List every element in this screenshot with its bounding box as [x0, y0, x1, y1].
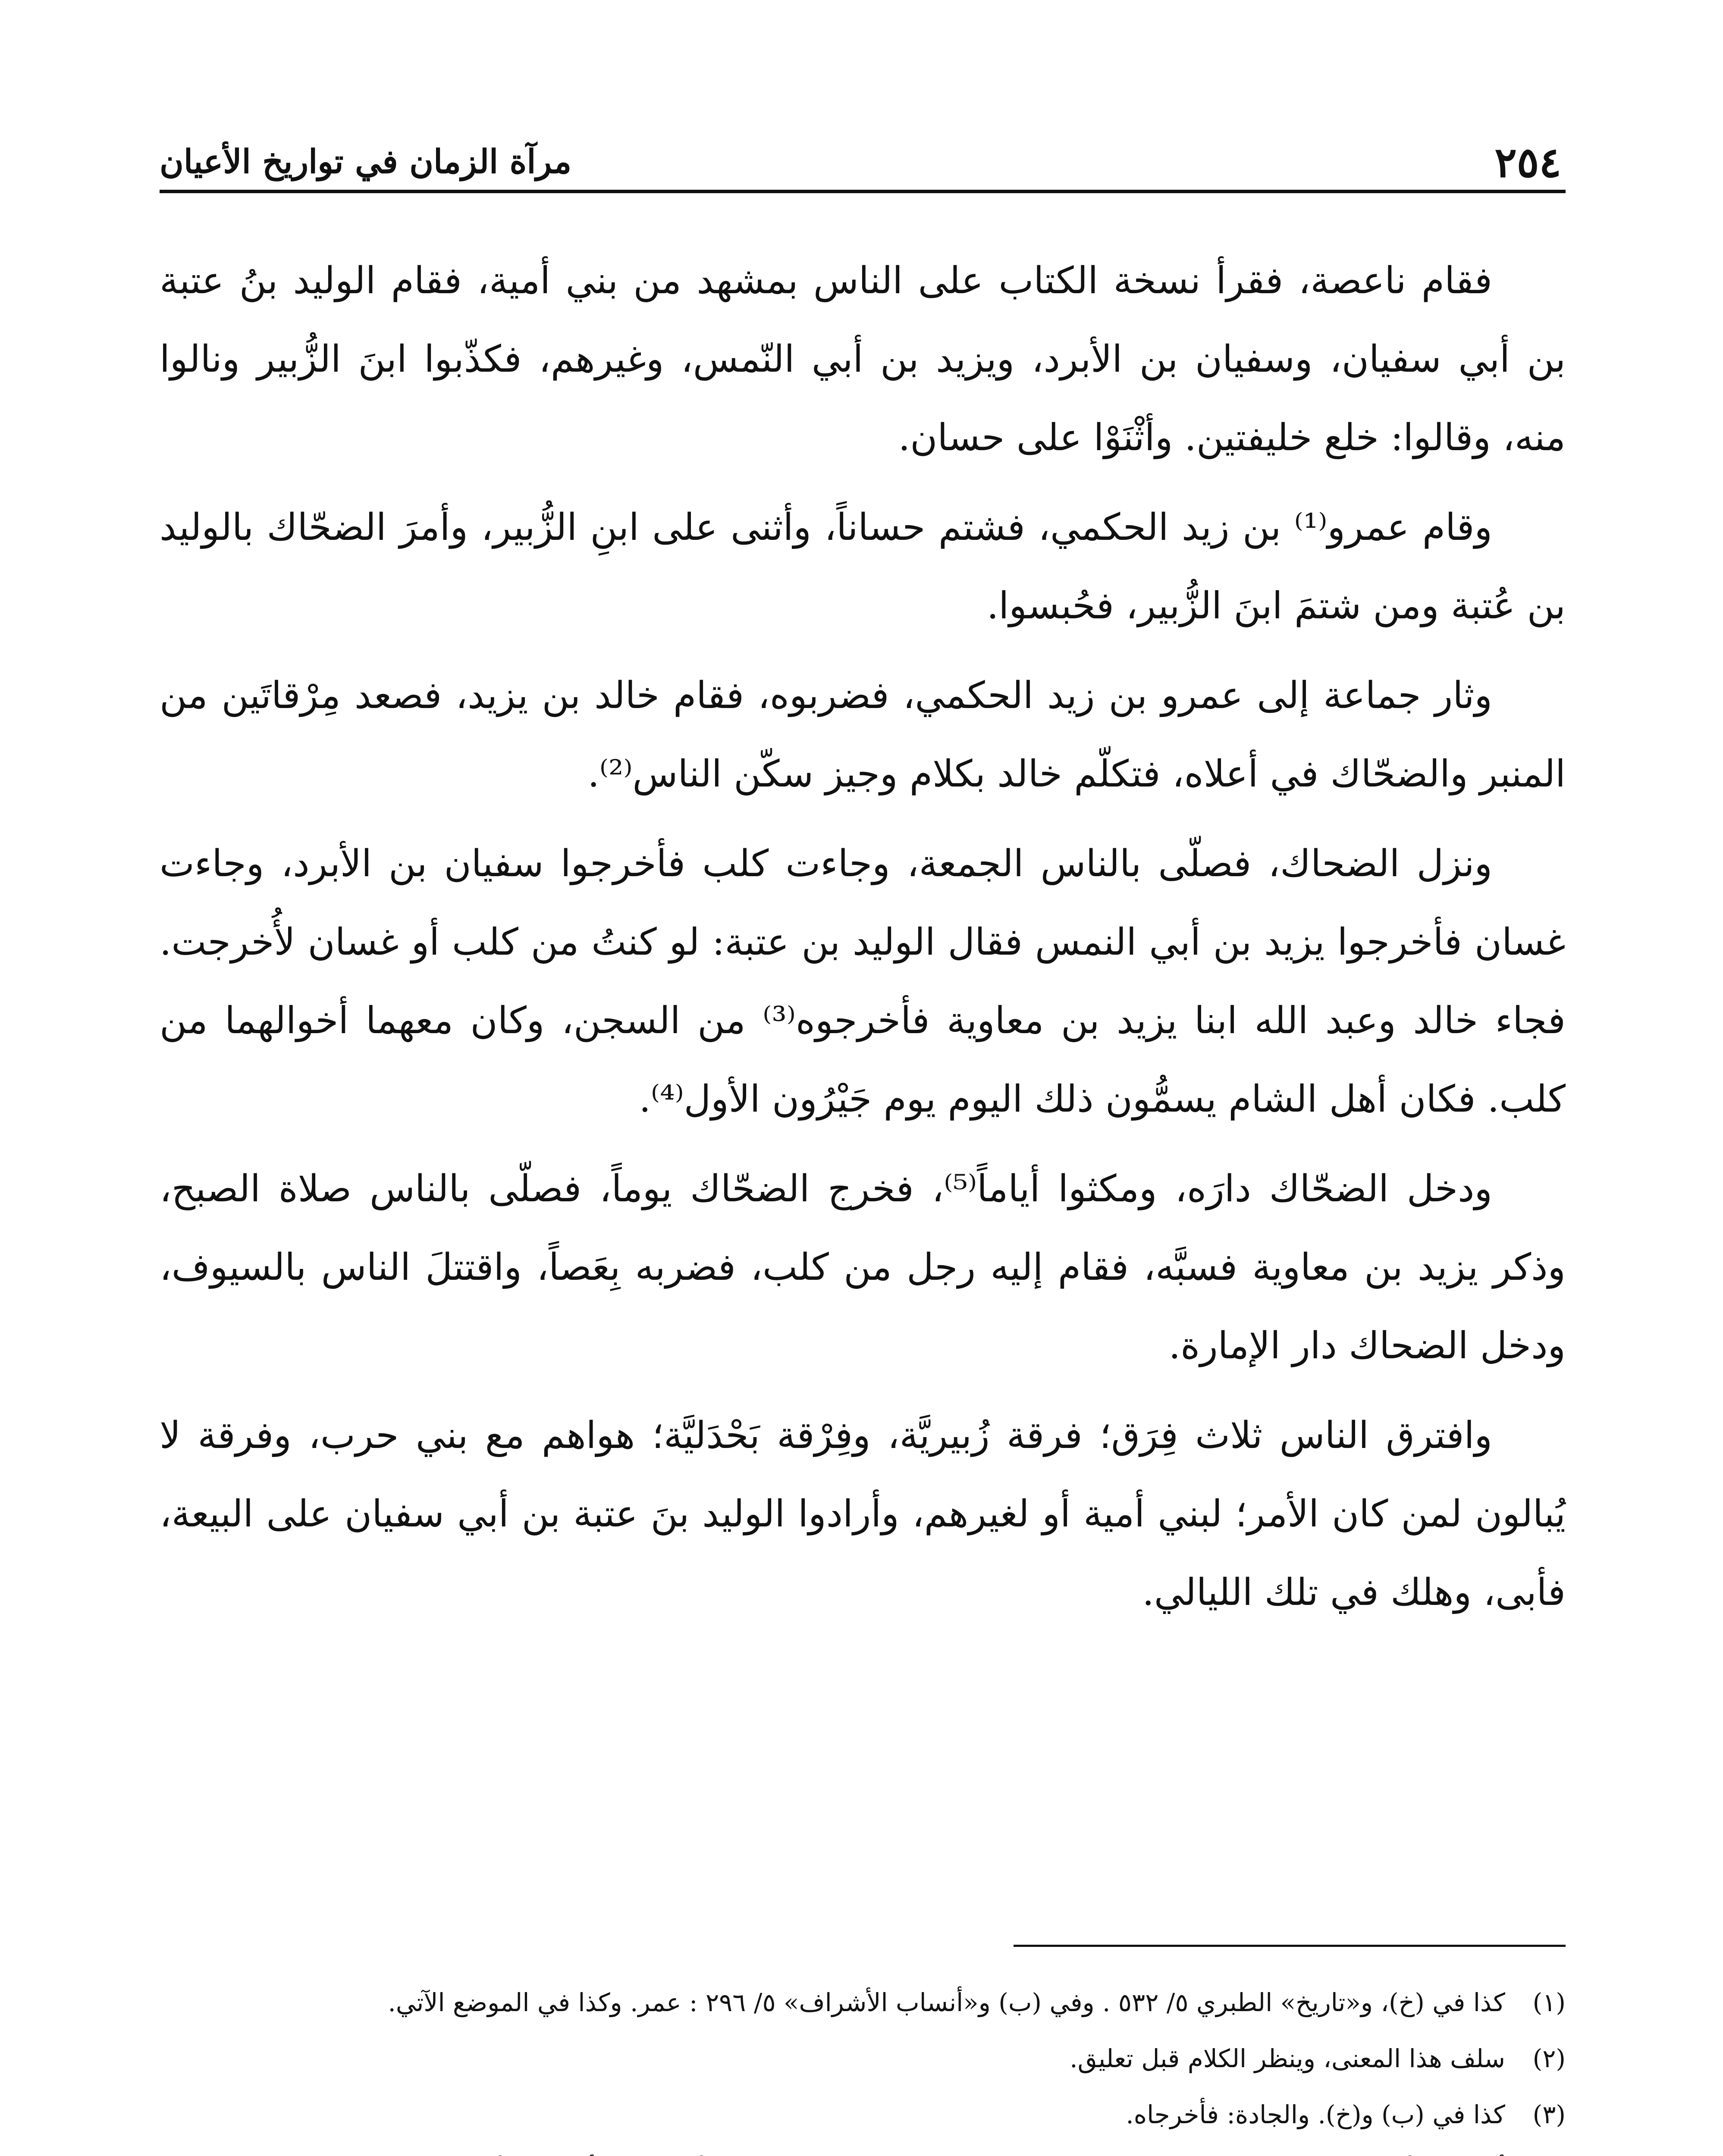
footnote-text: كذا في (خ)، و«تاريخ» الطبري ٥/ ٥٣٢ . وفي (ب) و«أنساب الأشراف» ٥/ ٢٩٦ : عمر. وكذا في الموضع الآتي. [388, 1988, 1505, 2017]
book-title: مرآة الزمان في تواريخ الأعيان [160, 142, 572, 181]
paragraph: وافترق الناس ثلاث فِرَق؛ فرقة زُبيريَّة، وفِرْقة بَحْدَليَّة؛ هواهم مع بني حرب، وفرقة لا يُبالون لمن كان الأمر؛ لبني أمية أو لغيرهم، وأرادوا الوليد بنَ عتبة بن أبي سفيان على البيعة، فأبى، وهلك في تلك الليالي. [160, 1414, 1566, 1614]
footnotes [160, 1945, 1566, 2156]
footnote-number: (٢) [1532, 2044, 1566, 2073]
running-header [160, 129, 1566, 193]
main-text [160, 241, 1566, 1643]
footnote [160, 2089, 1566, 2140]
footnote [160, 2145, 1566, 2156]
footnote-number: (١) [1532, 1988, 1566, 2017]
paragraph: ودخل الضحّاك دارَه، ومكثوا أياماً⁽⁵⁾، فخرج الضحّاك يوماً، فصلّى بالناس صلاة الصبح، وذكر يزيد بن معاوية فسبَّه، فقام إليه رجل من كلب، فضربه بِعَصاً، واقتتلَ الناس بالسيوف، ودخل الضحاك دار الإمارة. [160, 1167, 1566, 1367]
paragraph: وقام عمرو⁽¹⁾ بن زيد الحكمي، فشتم حساناً، وأثنى على ابنِ الزُّبير، وأمرَ الضحّاك بالوليد بن عُتبة ومن شتمَ ابنَ الزُّبير، فحُبسوا. [160, 506, 1566, 627]
page-number: ٢٥٤ [1494, 138, 1561, 187]
footnote [160, 2033, 1566, 2084]
footnote-divider [1014, 1945, 1566, 1947]
footnote-number: (٣) [1532, 2100, 1566, 2129]
book-page [160, 0, 1566, 2156]
paragraph: فقام ناعصة، فقرأ نسخة الكتاب على الناس بمشهد من بني أمية، فقام الوليد بنُ عتبة بن أبي سفيان، وسفيان بن الأبرد، ويزيد بن أبي النّمس، وغيرهم، فكذّبوا ابنَ الزُّبير ونالوا منه، وقالوا: خلع خليفتين. وأثْنَوْا على حسان. [160, 259, 1566, 459]
footnote-number [1505, 2145, 1566, 2156]
paragraph: وثار جماعة إلى عمرو بن زيد الحكمي، فضربوه، فقام خالد بن يزيد، فصعد مِرْقاتَين من المنبر والضحّاك في أعلاه، فتكلّم خالد بكلام وجيز سكّن الناس⁽²⁾. [160, 674, 1566, 796]
paragraph: ونزل الضحاك، فصلّى بالناس الجمعة، وجاءت كلب فأخرجوا سفيان بن الأبرد، وجاءت غسان فأخرجوا يزيد بن أبي النمس فقال الوليد بن عتبة: لو كنتُ من كلب أو غسان لأُخرجت. فجاء خالد وعبد الله ابنا يزيد بن معاوية فأخرجوه⁽³⁾ من السجن، وكان معهما أخوالهما من كلب. فكان أهل الشام يسمُّون ذلك اليوم يوم جَيْرُون الأول⁽⁴⁾. [160, 842, 1566, 1121]
footnote-text: كذا في (ب) و(خ). والجادة: فأخرجاه. [1126, 2100, 1505, 2129]
footnote-text [160, 2145, 1505, 2156]
footnote [160, 1977, 1566, 2028]
footnote-text: سلف هذا المعنى، وينظر الكلام قبل تعليق. [1070, 2044, 1505, 2073]
